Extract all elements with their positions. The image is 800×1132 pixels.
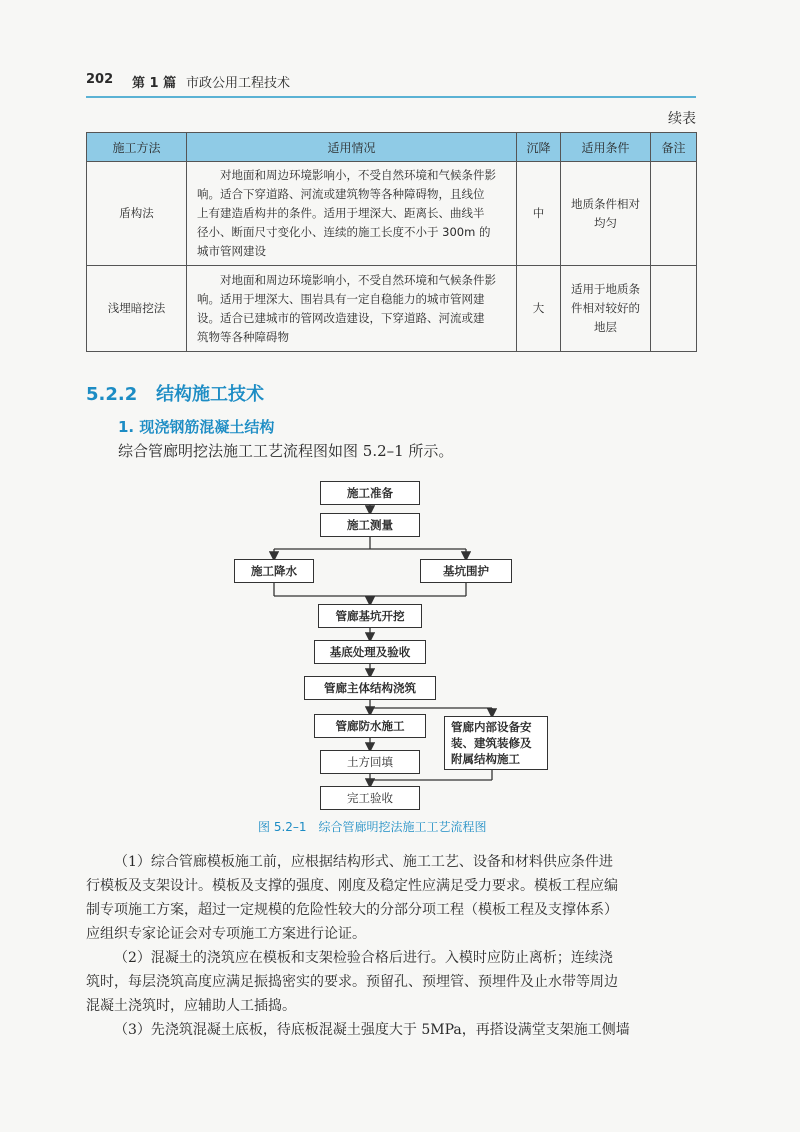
condition-line: 地层 xyxy=(594,320,617,334)
situation-line: 对地面和周边环境影响小，不受自然环境和气候条件影 xyxy=(220,272,496,287)
flow-step-accept: 完工验收 xyxy=(320,786,420,810)
flow-step-support: 基坑围护 xyxy=(420,559,512,583)
condition-line: 件相对较好的 xyxy=(571,301,640,315)
paragraph-1 xyxy=(86,850,698,946)
paragraph-3 xyxy=(86,1018,698,1042)
side-box-line: 附属结构施工 xyxy=(451,752,520,766)
column-header: 施工方法 xyxy=(87,133,187,162)
condition-line: 均匀 xyxy=(594,215,617,230)
paragraph-line: 行模板及支架设计。模板及支撑的强度、刚度及稳定性应满足受力要求。模板工程应编 xyxy=(86,878,618,894)
flow-step-pour: 管廊主体结构浇筑 xyxy=(304,676,436,700)
paragraph-line: （2）混凝土的浇筑应在模板和支架检验合格后进行。入模时应防止离析；连续浇 xyxy=(114,950,613,966)
situation-line: 城市管网建设 xyxy=(197,244,266,258)
situation-line: 径小、断面尺寸变化小、连续的施工长度不小于 300m 的 xyxy=(197,225,491,239)
situation-line: 设。适合已建城市的管网改造建设，下穿道路、河流或建 xyxy=(197,310,485,325)
flow-step-excavate: 管廊基坑开挖 xyxy=(318,604,422,628)
paragraph-line: 制专项施工方案，超过一定规模的危险性较大的分部分项工程（模板工程及支撑体系） xyxy=(86,902,618,918)
paragraph-line: （1）综合管廊模板施工前，应根据结构形式、施工工艺、设备和材料供应条件进 xyxy=(114,854,613,870)
continued-label: 续表 xyxy=(668,111,696,127)
page-number: 202 xyxy=(86,72,114,87)
subsection-heading: 1. 现浇钢筋混凝土结构 xyxy=(118,418,275,436)
situation-line: 对地面和周边环境影响小，不受自然环境和气候条件影 xyxy=(220,168,496,182)
situation-line: 上有建造盾构井的条件。适用于埋深大、距离长、曲线半 xyxy=(197,206,485,220)
section-title: 结构施工技术 xyxy=(156,384,265,405)
column-header: 适用条件 xyxy=(561,133,651,162)
method-cell: 盾构法 xyxy=(87,162,187,266)
column-header: 适用情况 xyxy=(187,133,517,162)
situation-line: 响。适用于埋深大、围岩具有一定自稳能力的城市管网建 xyxy=(197,291,485,306)
flow-side-box xyxy=(444,716,548,770)
paragraph-line: （3）先浇筑混凝土底板，待底板混凝土强度大于 5MPa，再搭设满堂支架施工侧墙 xyxy=(114,1022,630,1038)
situation-line: 筑物等各种障碍物 xyxy=(197,329,289,344)
paragraph-line: 应组织专家论证会对专项施工方案进行论证。 xyxy=(86,926,366,942)
part-label: 第 1 篇 xyxy=(132,76,177,91)
flow-step-backfill: 土方回填 xyxy=(320,750,420,774)
column-header: 备注 xyxy=(651,133,697,162)
book-title: 市政公用工程技术 xyxy=(186,76,291,91)
intro-text: 综合管廊明挖法施工工艺流程图如图 5.2–1 所示。 xyxy=(118,442,454,460)
paragraph-line: 混凝土浇筑时，应辅助人工插捣。 xyxy=(86,998,296,1014)
side-box-line: 管廊内部设备安 xyxy=(451,720,532,734)
flow-step-waterproof: 管廊防水施工 xyxy=(314,714,426,738)
settlement-cell: 大 xyxy=(517,266,561,352)
flow-step-prep: 施工准备 xyxy=(320,481,420,505)
method-cell: 浅埋暗挖法 xyxy=(87,266,187,352)
situation-line: 响。适合下穿道路、河流或建筑物等各种障碍物，且线位 xyxy=(197,187,485,201)
paragraph-line: 筑时，每层浇筑高度应满足振捣密实的要求。预留孔、预埋管、预埋件及止水带等周边 xyxy=(86,974,618,990)
condition-line: 地质条件相对 xyxy=(571,196,640,211)
flow-step-survey: 施工测量 xyxy=(320,513,420,537)
flow-step-base: 基底处理及验收 xyxy=(314,640,426,664)
paragraph-2 xyxy=(86,946,698,1018)
flow-step-dewater: 施工降水 xyxy=(234,559,314,583)
column-header: 沉降 xyxy=(517,133,561,162)
side-box-line: 装、建筑装修及 xyxy=(451,736,532,750)
condition-line: 适用于地质条 xyxy=(571,282,640,296)
settlement-cell: 中 xyxy=(517,162,561,266)
figure-caption: 图 5.2–1 综合管廊明挖法施工工艺流程图 xyxy=(258,820,487,834)
section-number: 5.2.2 xyxy=(86,384,138,405)
